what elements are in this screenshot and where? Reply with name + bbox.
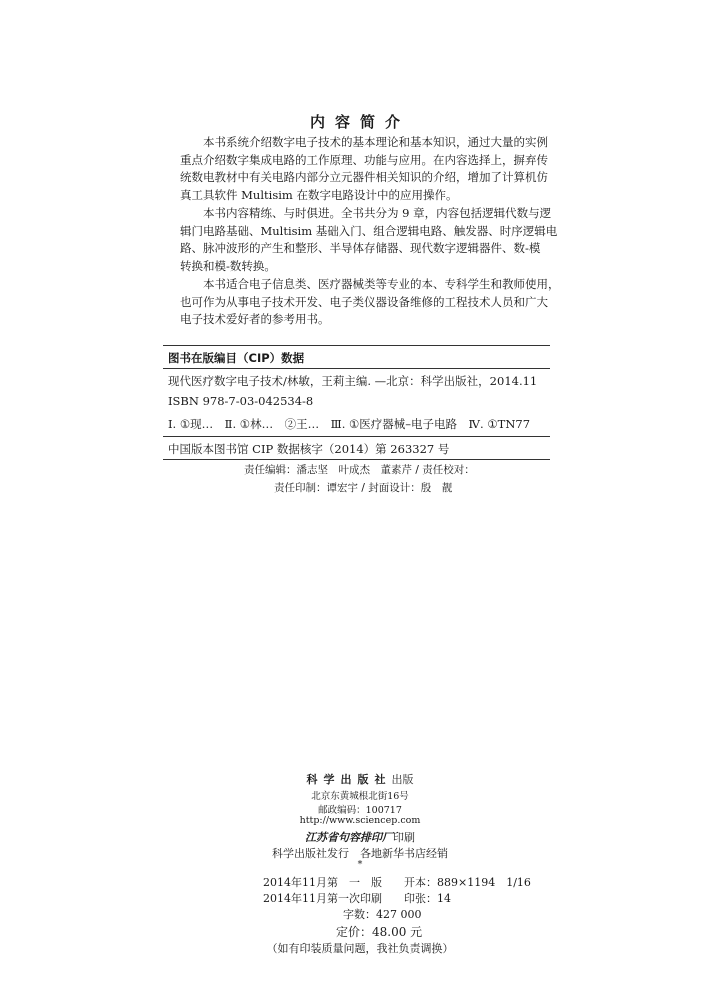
printer-name: 江苏省句容排印厂 [305, 831, 393, 844]
cip-isbn: ISBN 978-7-03-042534-8 [168, 394, 314, 408]
cip-rule [163, 368, 550, 369]
publisher-postcode: 邮政编码：100717 [318, 805, 402, 816]
quality-note: （如有印装质量问题，我社负责调换） [266, 942, 454, 955]
intro-line: 路、脉冲波形的产生和整形、半导体存储器、现代数字逻辑器件、数-模 [180, 241, 541, 256]
intro-line: 辑门电路基础、Multisim 基础入门、组合逻辑电路、触发器、时序逻辑电 [180, 223, 558, 238]
intro-line: 本书系统介绍数字电子技术的基本理论和基本知识，通过大量的实例 [203, 135, 548, 149]
cip-heading: 图书在版编目（CIP）数据 [168, 351, 305, 365]
publisher-url: http://www.sciencep.com [299, 815, 421, 826]
printer-suffix: 印刷 [393, 831, 415, 844]
cip-rule [163, 436, 550, 437]
intro-line: 也可作为从事电子技术开发、电子类仪器设备维修的工程技术人员和广大 [180, 294, 548, 309]
cip-top-rule [163, 345, 550, 346]
intro-paragraph-1 [180, 134, 548, 204]
printing-line: 2014年11月第一次印刷 印张：14 [263, 892, 451, 905]
intro-line: 统数电教材中有关电路内部分立元器件相关知识的介绍，增加了计算机仿 [180, 170, 548, 185]
word-count: 字数：427 000 [343, 908, 422, 921]
intro-line: 本书适合电子信息类、医疗器械类等专业的本、专科学生和教师使用， [203, 277, 560, 291]
cip-classification: Ⅰ. ①现… Ⅱ. ①林… ②王… Ⅲ. ①医疗器械–电子电路 Ⅳ. ①TN77 [168, 417, 531, 431]
publisher-logo: 科学出版社 [306, 773, 392, 786]
publisher-address: 北京东黄城根北街16号 [311, 791, 409, 802]
credits-editors: 责任编辑：潘志坚 叶成杰 董素芹 / 责任校对： [244, 464, 475, 476]
page-title: 内容简介 [309, 113, 410, 131]
distribution-line: 科学出版社发行 各地新华书店经销 [272, 847, 448, 860]
cip-record: 中国版本图书馆 CIP 数据核字（2014）第 263327 号 [168, 442, 450, 456]
intro-line: 本书内容精练、与时俱进。全书共分为 9 章，内容包括逻辑代数与逻 [203, 206, 552, 220]
intro-line: 转换和模-数转换。 [180, 258, 276, 273]
price: 定价：48.00 元 [336, 925, 423, 939]
credits-production: 责任印制：谭宏宇 / 封面设计：殷 靓 [274, 482, 453, 494]
intro-line: 真工具软件 Multisim 在数字电路设计中的应用操作。 [180, 187, 458, 202]
intro-paragraph-3 [180, 276, 560, 329]
cip-title-line: 现代医疗数字电子技术/林敏，王莉主编. —北京：科学出版社，2014.11 [168, 374, 538, 388]
publisher-suffix: 出版 [391, 773, 414, 786]
edition-line: 2014年11月第 一 版 开本：889×1194 1/16 [263, 876, 531, 889]
printer-line [0, 829, 720, 845]
intro-paragraph-2 [180, 205, 558, 275]
publisher-line [0, 771, 720, 787]
separator-star: * [357, 859, 363, 870]
intro-line: 电子技术爱好者的参考用书。 [180, 312, 330, 327]
intro-line: 重点介绍数字集成电路的工作原理、功能与应用。在内容选择上，摒弃传 [180, 152, 548, 167]
cip-bottom-rule [163, 459, 550, 460]
